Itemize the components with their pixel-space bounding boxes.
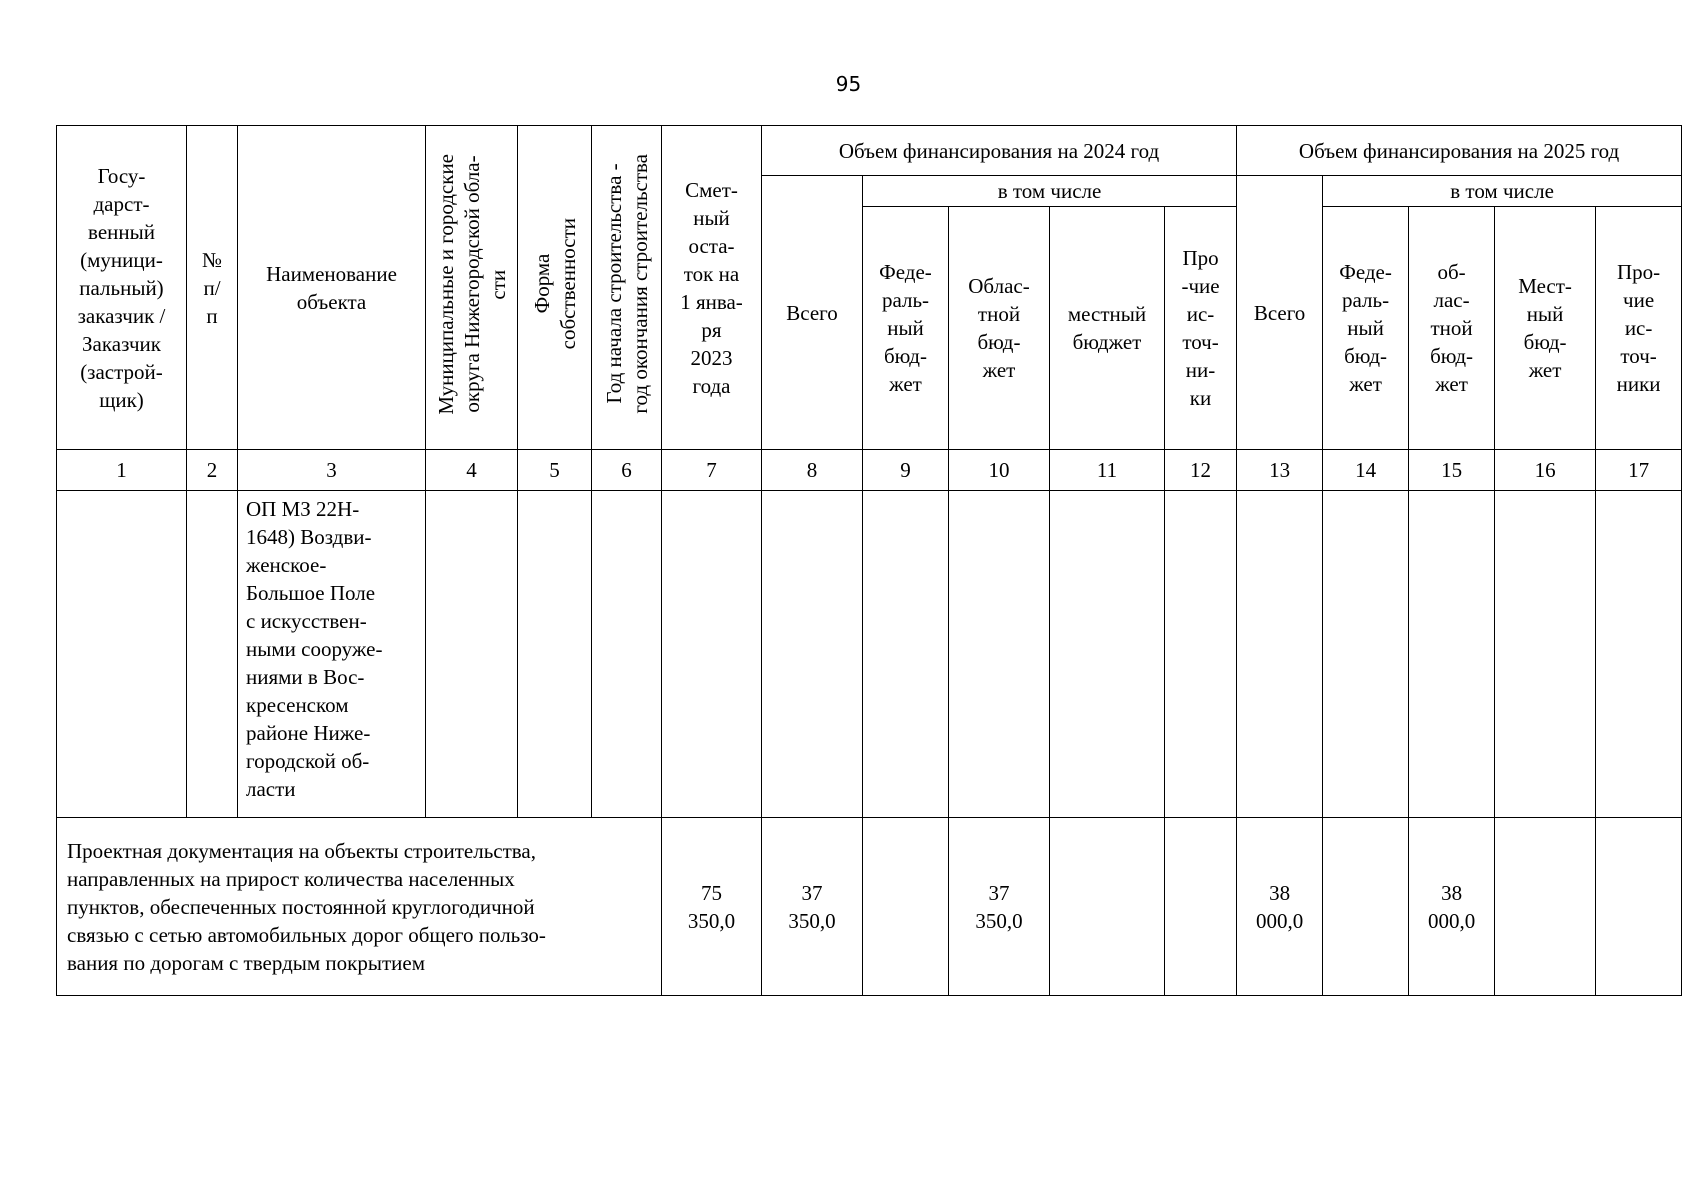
table-cell bbox=[1596, 491, 1682, 818]
header-construction-years bbox=[592, 126, 662, 450]
header-municipality bbox=[426, 126, 518, 450]
header-local-2024: местный бюджет bbox=[1050, 207, 1165, 450]
table-cell bbox=[1165, 491, 1237, 818]
header-number: № п/ п bbox=[187, 126, 238, 450]
header-including-2024: в том числе bbox=[863, 176, 1237, 207]
column-number: 11 bbox=[1050, 450, 1165, 491]
column-number: 2 bbox=[187, 450, 238, 491]
column-number: 10 bbox=[949, 450, 1050, 491]
header-other-2025: Про- чие ис- точ- ники bbox=[1596, 207, 1682, 450]
table-cell bbox=[949, 491, 1050, 818]
total-2025: 38 000,0 bbox=[1237, 818, 1323, 996]
column-number: 12 bbox=[1165, 450, 1237, 491]
federal-2025 bbox=[1323, 818, 1409, 996]
column-number: 4 bbox=[426, 450, 518, 491]
table-cell bbox=[187, 491, 238, 818]
other-2024 bbox=[1165, 818, 1237, 996]
table-cell bbox=[518, 491, 592, 818]
column-number: 16 bbox=[1495, 450, 1596, 491]
column-number: 8 bbox=[762, 450, 863, 491]
regional-2025: 38 000,0 bbox=[1409, 818, 1495, 996]
table-cell bbox=[1237, 491, 1323, 818]
column-numbers-row bbox=[57, 450, 1682, 491]
column-number: 15 bbox=[1409, 450, 1495, 491]
column-number: 9 bbox=[863, 450, 949, 491]
column-number: 5 bbox=[518, 450, 592, 491]
table-cell bbox=[57, 491, 187, 818]
header-ownership bbox=[518, 126, 592, 450]
header-object-name: Наименование объекта bbox=[238, 126, 426, 450]
header-federal-2025: Феде- раль- ный бюд- жет bbox=[1323, 207, 1409, 450]
federal-2024 bbox=[863, 818, 949, 996]
header-financing-2024: Объем финансирования на 2024 год bbox=[762, 126, 1237, 176]
header-estimated-balance: Смет- ный оста- ток на 1 янва- ря 2023 года bbox=[662, 126, 762, 450]
header-regional-2024: Облас- тной бюд- жет bbox=[949, 207, 1050, 450]
local-2025 bbox=[1495, 818, 1596, 996]
column-number: 17 bbox=[1596, 450, 1682, 491]
header-customer: Госу- дарст- венный (муници- пальный) заказчик / Заказчик (застрой- щик) bbox=[57, 126, 187, 450]
table-cell bbox=[662, 491, 762, 818]
table-row bbox=[57, 491, 1682, 818]
header-construction-years-text: Год начала строительства - год окончания строительства bbox=[601, 154, 652, 414]
header-total-2024: Всего bbox=[762, 176, 863, 450]
header-including-2025: в том числе bbox=[1323, 176, 1682, 207]
column-number: 1 bbox=[57, 450, 187, 491]
table-cell bbox=[1495, 491, 1596, 818]
header-federal-2024: Феде- раль- ный бюд- жет bbox=[863, 207, 949, 450]
header-financing-2025: Объем финансирования на 2025 год bbox=[1237, 126, 1682, 176]
header-other-2024: Про -чие ис- точ- ни- ки bbox=[1165, 207, 1237, 450]
total-estimated-balance: 75 350,0 bbox=[662, 818, 762, 996]
column-number: 14 bbox=[1323, 450, 1409, 491]
header-row-top bbox=[57, 126, 1682, 176]
table-cell bbox=[863, 491, 949, 818]
object-name-cell: ОП МЗ 22Н- 1648) Воздви- женское- Большое Поле с искусствен- ными сооруже- ниями в Вос- кресенском районе Ниже- городской об- ласти bbox=[238, 491, 426, 818]
table-cell bbox=[1050, 491, 1165, 818]
table-cell bbox=[426, 491, 518, 818]
header-total-2025: Всего bbox=[1237, 176, 1323, 450]
header-ownership-text: Форма собственности bbox=[529, 218, 580, 350]
page-number: 95 bbox=[835, 72, 862, 96]
regional-2024: 37 350,0 bbox=[949, 818, 1050, 996]
total-2024: 37 350,0 bbox=[762, 818, 863, 996]
column-number: 3 bbox=[238, 450, 426, 491]
other-2025 bbox=[1596, 818, 1682, 996]
financing-table bbox=[56, 125, 1682, 996]
table-cell bbox=[762, 491, 863, 818]
table-cell bbox=[1409, 491, 1495, 818]
header-regional-2025: об- лас- тной бюд- жет bbox=[1409, 207, 1495, 450]
table-cell bbox=[1323, 491, 1409, 818]
total-row-label: Проектная документация на объекты строительства, направленных на прирост количества населенных пунктов, обеспеченных постоянной круглогодичной связью с сетью автомобильных дорог общего пользо- вания по дорогам с твердым покрытием bbox=[57, 818, 662, 996]
column-number: 6 bbox=[592, 450, 662, 491]
local-2024 bbox=[1050, 818, 1165, 996]
column-number: 7 bbox=[662, 450, 762, 491]
table-cell bbox=[592, 491, 662, 818]
column-number: 13 bbox=[1237, 450, 1323, 491]
header-municipality-text: Муниципальные и городские округа Нижегородской обла- сти bbox=[433, 153, 510, 415]
header-local-2025: Мест- ный бюд- жет bbox=[1495, 207, 1596, 450]
total-row bbox=[57, 818, 1682, 996]
